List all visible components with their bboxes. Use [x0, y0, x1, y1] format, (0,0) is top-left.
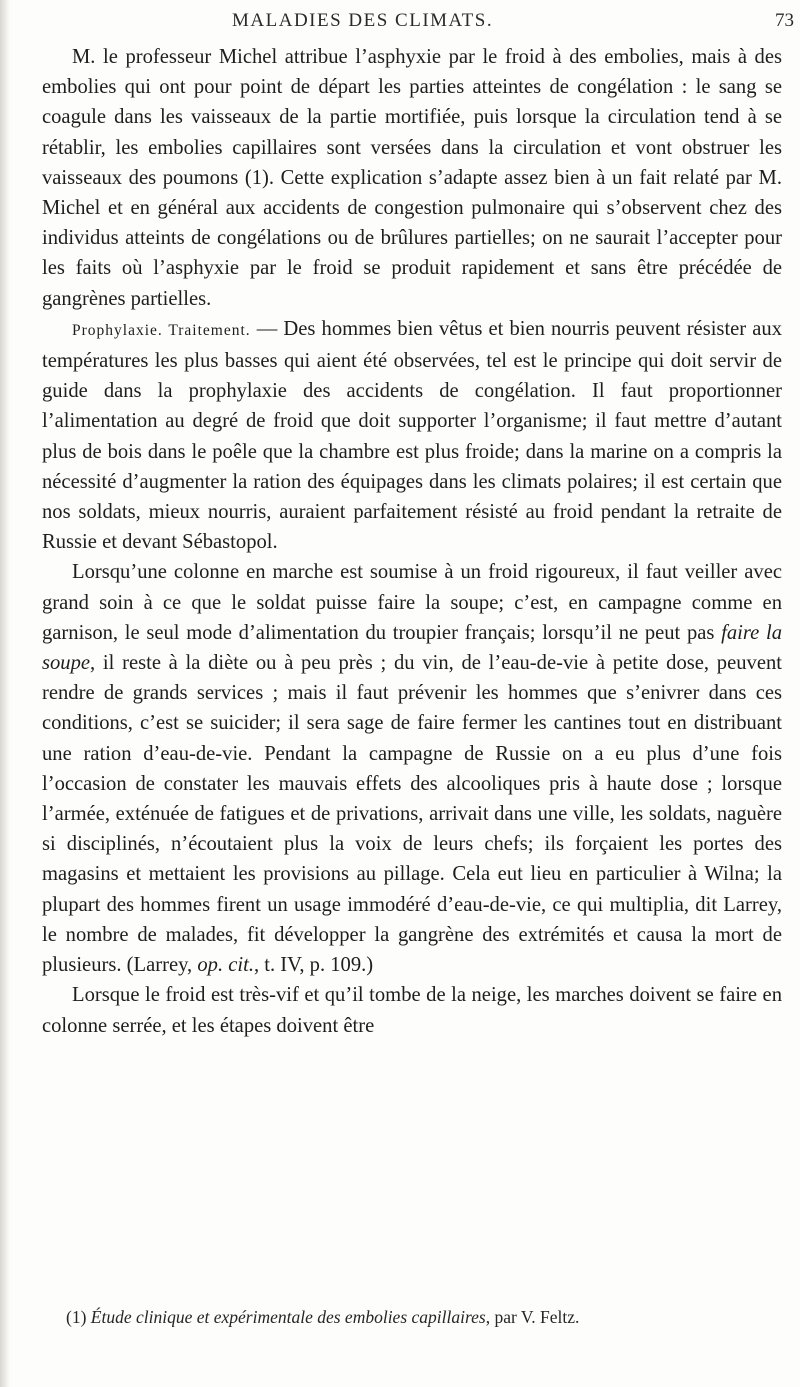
paragraph-4 [42, 980, 782, 1040]
page-gutter-shadow [0, 0, 10, 1387]
paragraph-3-text-a: Lorsqu’une colonne en marche est soumise à un froid rigoureux, il faut veiller avec grand soin à ce que le soldat puisse faire la soupe; c’est, en campagne comme en garnison, le seul mode d’alimentation du troupier français; lorsqu’il ne peut pas [42, 561, 782, 644]
page-number: 73 [775, 10, 794, 31]
footnote-title: Étude clinique et expérimentale des embolies capillaires [90, 1307, 486, 1327]
paragraph-3-emphasis: faire la soupe [42, 621, 782, 675]
body-text [42, 42, 782, 1041]
footnote-author: , par V. Feltz. [485, 1307, 580, 1327]
paragraph-4-text: Lorsque le froid est très-vif et qu’il tombe de la neige, les marches doivent se faire en colonne serrée, et les étapes doivent être [42, 984, 782, 1037]
paragraph-2 [42, 314, 782, 558]
paragraph-3-text-b: , il reste à la diète ou à peu près ; du vin, de l’eau-de-vie à petite dose, peuvent rendre de grands services ; mais il faut prévenir les hommes que s’enivrer dans ces conditions, c’est se suicider; il sera sage de faire fermer les cantines tout en distribuant une ration d’eau-de-vie. Pendant la campagne de Russie on a eu plus d’une fois l’occasion de constater les mauvais effets des alcooliques pris à haute dose ; lorsque l’armée, exténuée de fatigues et de privations, arrivait dans une ville, les soldats, naguère si disciplinés, n’écoutaient plus la voix de leurs chefs; ils forçaient les portes des magasins et mettaient les provisions au pillage. Cela eut lieu en particulier à Wilna; la plupart des hommes firent un usage immodéré d’eau-de-vie, ce qui multiplia, dit Larrey, le nombre de malades, fit développer la gangrène des extrémités et causa la mort de plusieurs. (Larrey, [42, 652, 782, 977]
page-header [232, 10, 794, 40]
paragraph-3-citation: op. cit. [197, 954, 254, 977]
footnote [66, 1305, 782, 1329]
paragraph-1 [42, 42, 782, 314]
paragraph-3-text-c: , t. IV, p. 109.) [253, 954, 374, 977]
paragraph-1-text: M. le professeur Michel attribue l’asphyxie par le froid à des embolies, mais à des embolies qui ont pour point de départ les parties atteintes de congélation : le sang se coagule dans les vaisseaux de la partie mortifiée, puis lorsque la circulation tend à se rétablir, les embolies capillaires sont versées dans la circulation et vont obstruer les vaisseaux des poumons (1). Cette explication s’adapte assez bien à un fait relaté par M. Michel et en général aux accidents de congestion pulmonaire qui s’observent chez des individus atteints de congélations ou de brûlures partielles; on ne saurait l’accepter pour les faits où l’asphyxie par le froid se produit rapidement et sans être précédée de gangrènes partielles. [42, 46, 782, 310]
running-title: MALADIES DES CLIMATS. [232, 10, 494, 31]
paragraph-3 [42, 557, 782, 980]
paragraph-2-text: — Des hommes bien vêtus et bien nourris peuvent résister aux températures les plus basses qui aient été observées, tel est le principe qui doit servir de guide dans la prophylaxie des accidents de congélation. Il faut proportionner l’alimentation au degré de froid que doit supporter l’organisme; il faut mettre d’autant plus de bois dans le poêle que la chambre est plus froide; dans la marine on a compris la nécessité d’augmenter la ration des équipages dans les climats polaires; il est certain que nos soldats, mieux nourris, auraient parfaitement résisté au froid pendant la retraite de Russie et devant Sébastopol. [42, 317, 782, 554]
footnote-marker: (1) [66, 1307, 91, 1327]
section-heading: Prophylaxie. Traitement. [72, 321, 251, 339]
